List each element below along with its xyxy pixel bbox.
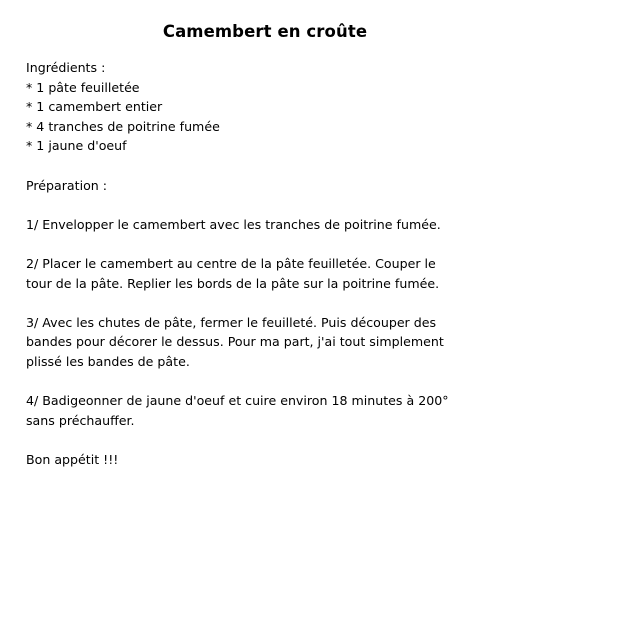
step-4-line: 4/ Badigeonner de jaune d'oeuf et cuire environ 18 minutes à 200° [26, 393, 449, 409]
spacer [26, 293, 496, 313]
spacer [26, 430, 496, 450]
recipe-title: Camembert en croûte [162, 22, 368, 41]
ingredient-item: * 1 camembert entier [26, 99, 163, 115]
ingredient-item: * 4 tranches de poitrine fumée [26, 118, 220, 134]
step-2-line: tour de la pâte. Replier les bords de la pâte sur la poitrine fumée. [26, 275, 440, 291]
ingredients-heading: Ingrédients : [26, 60, 106, 75]
step-4-line: sans préchauffer. [26, 412, 135, 428]
spacer [26, 195, 496, 215]
ingredient-item: * 1 pâte feuilletée [26, 79, 140, 95]
ingredient-item: * 1 jaune d'oeuf [26, 138, 127, 154]
step-3-line: 3/ Avec les chutes de pâte, fermer le feuilleté. Puis découper des [26, 314, 437, 330]
spacer [26, 234, 496, 254]
spacer [26, 156, 496, 176]
step-3-line: plissé les bandes de pâte. [26, 353, 190, 369]
closing-text: Bon appétit !!! [26, 451, 119, 467]
recipe-content [26, 58, 496, 469]
spacer [26, 372, 496, 392]
step-1-line: 1/ Envelopper le camembert avec les tranches de poitrine fumée. [26, 216, 441, 232]
preparation-heading: Préparation : [26, 177, 107, 193]
step-3-line: bandes pour décorer le dessus. Pour ma part, j'ai tout simplement [26, 334, 444, 350]
step-2-line: 2/ Placer le camembert au centre de la pâte feuilletée. Couper le [26, 255, 436, 271]
